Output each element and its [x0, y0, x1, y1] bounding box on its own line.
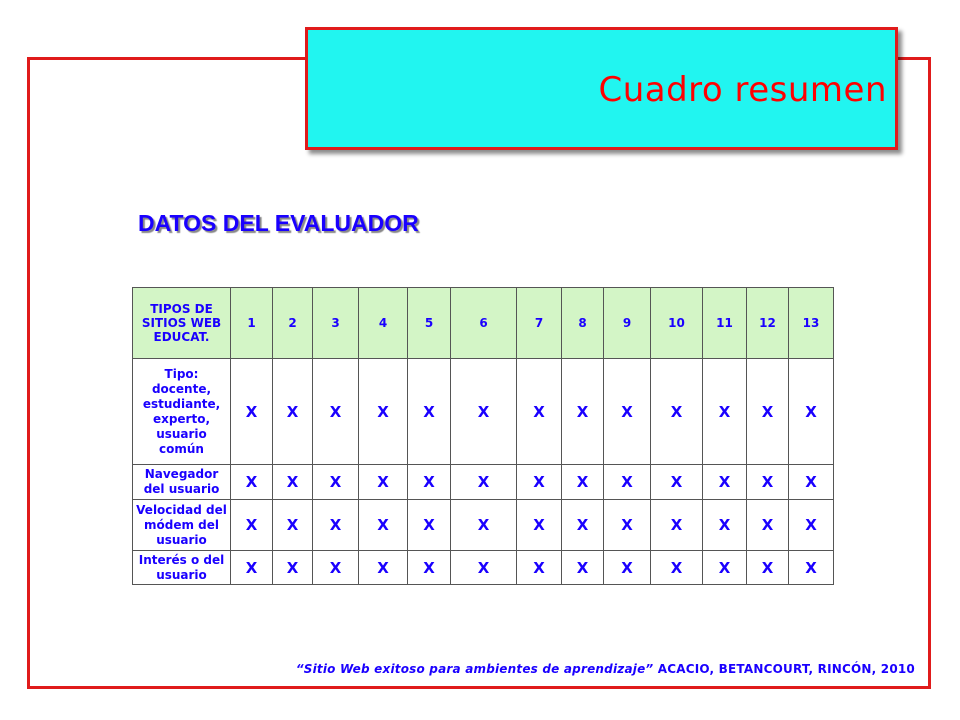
table-cell: X: [451, 359, 517, 465]
column-header: 1: [231, 288, 273, 359]
table-header-row: [133, 288, 834, 359]
table-cell: X: [703, 500, 747, 551]
table-row: [133, 465, 834, 500]
table-cell: X: [359, 551, 408, 585]
slide-title: Cuadro resumen: [598, 70, 887, 110]
table-cell: X: [359, 500, 408, 551]
table-cell: X: [313, 551, 359, 585]
table-row: [133, 551, 834, 585]
table-header-label: TIPOS DE SITIOS WEB EDUCAT.: [133, 288, 231, 359]
table-cell: X: [604, 551, 651, 585]
table-cell: X: [789, 465, 834, 500]
column-header: 4: [359, 288, 408, 359]
table-cell: X: [273, 551, 313, 585]
table-cell: X: [517, 500, 562, 551]
table-cell: X: [408, 500, 451, 551]
column-header: 2: [273, 288, 313, 359]
table-cell: X: [359, 359, 408, 465]
column-header: 5: [408, 288, 451, 359]
column-header: 6: [451, 288, 517, 359]
table-cell: X: [408, 551, 451, 585]
table-cell: X: [789, 551, 834, 585]
title-banner: [305, 27, 898, 150]
column-header: 10: [651, 288, 703, 359]
citation-quote: “Sitio Web exitoso para ambientes de aprendizaje”: [295, 662, 654, 676]
table-cell: X: [273, 500, 313, 551]
table-cell: X: [273, 465, 313, 500]
table-cell: X: [604, 359, 651, 465]
table-row: [133, 359, 834, 465]
column-header: 11: [703, 288, 747, 359]
table-cell: X: [359, 465, 408, 500]
section-title: DATOS DEL EVALUADOR: [138, 210, 419, 236]
table-cell: X: [747, 359, 789, 465]
column-header: 3: [313, 288, 359, 359]
table-cell: X: [747, 551, 789, 585]
table-cell: X: [517, 359, 562, 465]
table-cell: X: [789, 500, 834, 551]
table-cell: X: [313, 500, 359, 551]
table-cell: X: [451, 500, 517, 551]
column-header: 9: [604, 288, 651, 359]
table-cell: X: [408, 465, 451, 500]
row-label: Navegador del usuario: [133, 465, 231, 500]
table-cell: X: [517, 551, 562, 585]
row-label: Tipo: docente, estudiante, experto, usuario común: [133, 359, 231, 465]
citation-footer: [296, 662, 915, 676]
column-header: 12: [747, 288, 789, 359]
table-cell: X: [604, 465, 651, 500]
table-cell: X: [562, 551, 604, 585]
table-cell: X: [451, 465, 517, 500]
column-header: 8: [562, 288, 604, 359]
table-cell: X: [562, 465, 604, 500]
table-cell: X: [231, 465, 273, 500]
table-cell: X: [703, 551, 747, 585]
column-header: 13: [789, 288, 834, 359]
table-cell: X: [408, 359, 451, 465]
table-cell: X: [231, 359, 273, 465]
row-label: Interés o del usuario: [133, 551, 231, 585]
table-cell: X: [562, 359, 604, 465]
table-cell: X: [273, 359, 313, 465]
table-cell: X: [789, 359, 834, 465]
citation-authors: ACACIO, BETANCOURT, RINCÓN, 2010: [657, 662, 915, 676]
table-cell: X: [703, 465, 747, 500]
table-cell: X: [604, 500, 651, 551]
summary-table: [132, 287, 834, 585]
table-cell: X: [651, 500, 703, 551]
row-label: Velocidad del módem del usuario: [133, 500, 231, 551]
table-cell: X: [313, 465, 359, 500]
table-row: [133, 500, 834, 551]
table-cell: X: [562, 500, 604, 551]
table-cell: X: [703, 359, 747, 465]
table-cell: X: [517, 465, 562, 500]
table-cell: X: [651, 465, 703, 500]
table-cell: X: [451, 551, 517, 585]
table-cell: X: [231, 551, 273, 585]
table-cell: X: [651, 359, 703, 465]
table-cell: X: [747, 500, 789, 551]
column-header: 7: [517, 288, 562, 359]
table-cell: X: [651, 551, 703, 585]
table-cell: X: [231, 500, 273, 551]
table-cell: X: [747, 465, 789, 500]
table-cell: X: [313, 359, 359, 465]
